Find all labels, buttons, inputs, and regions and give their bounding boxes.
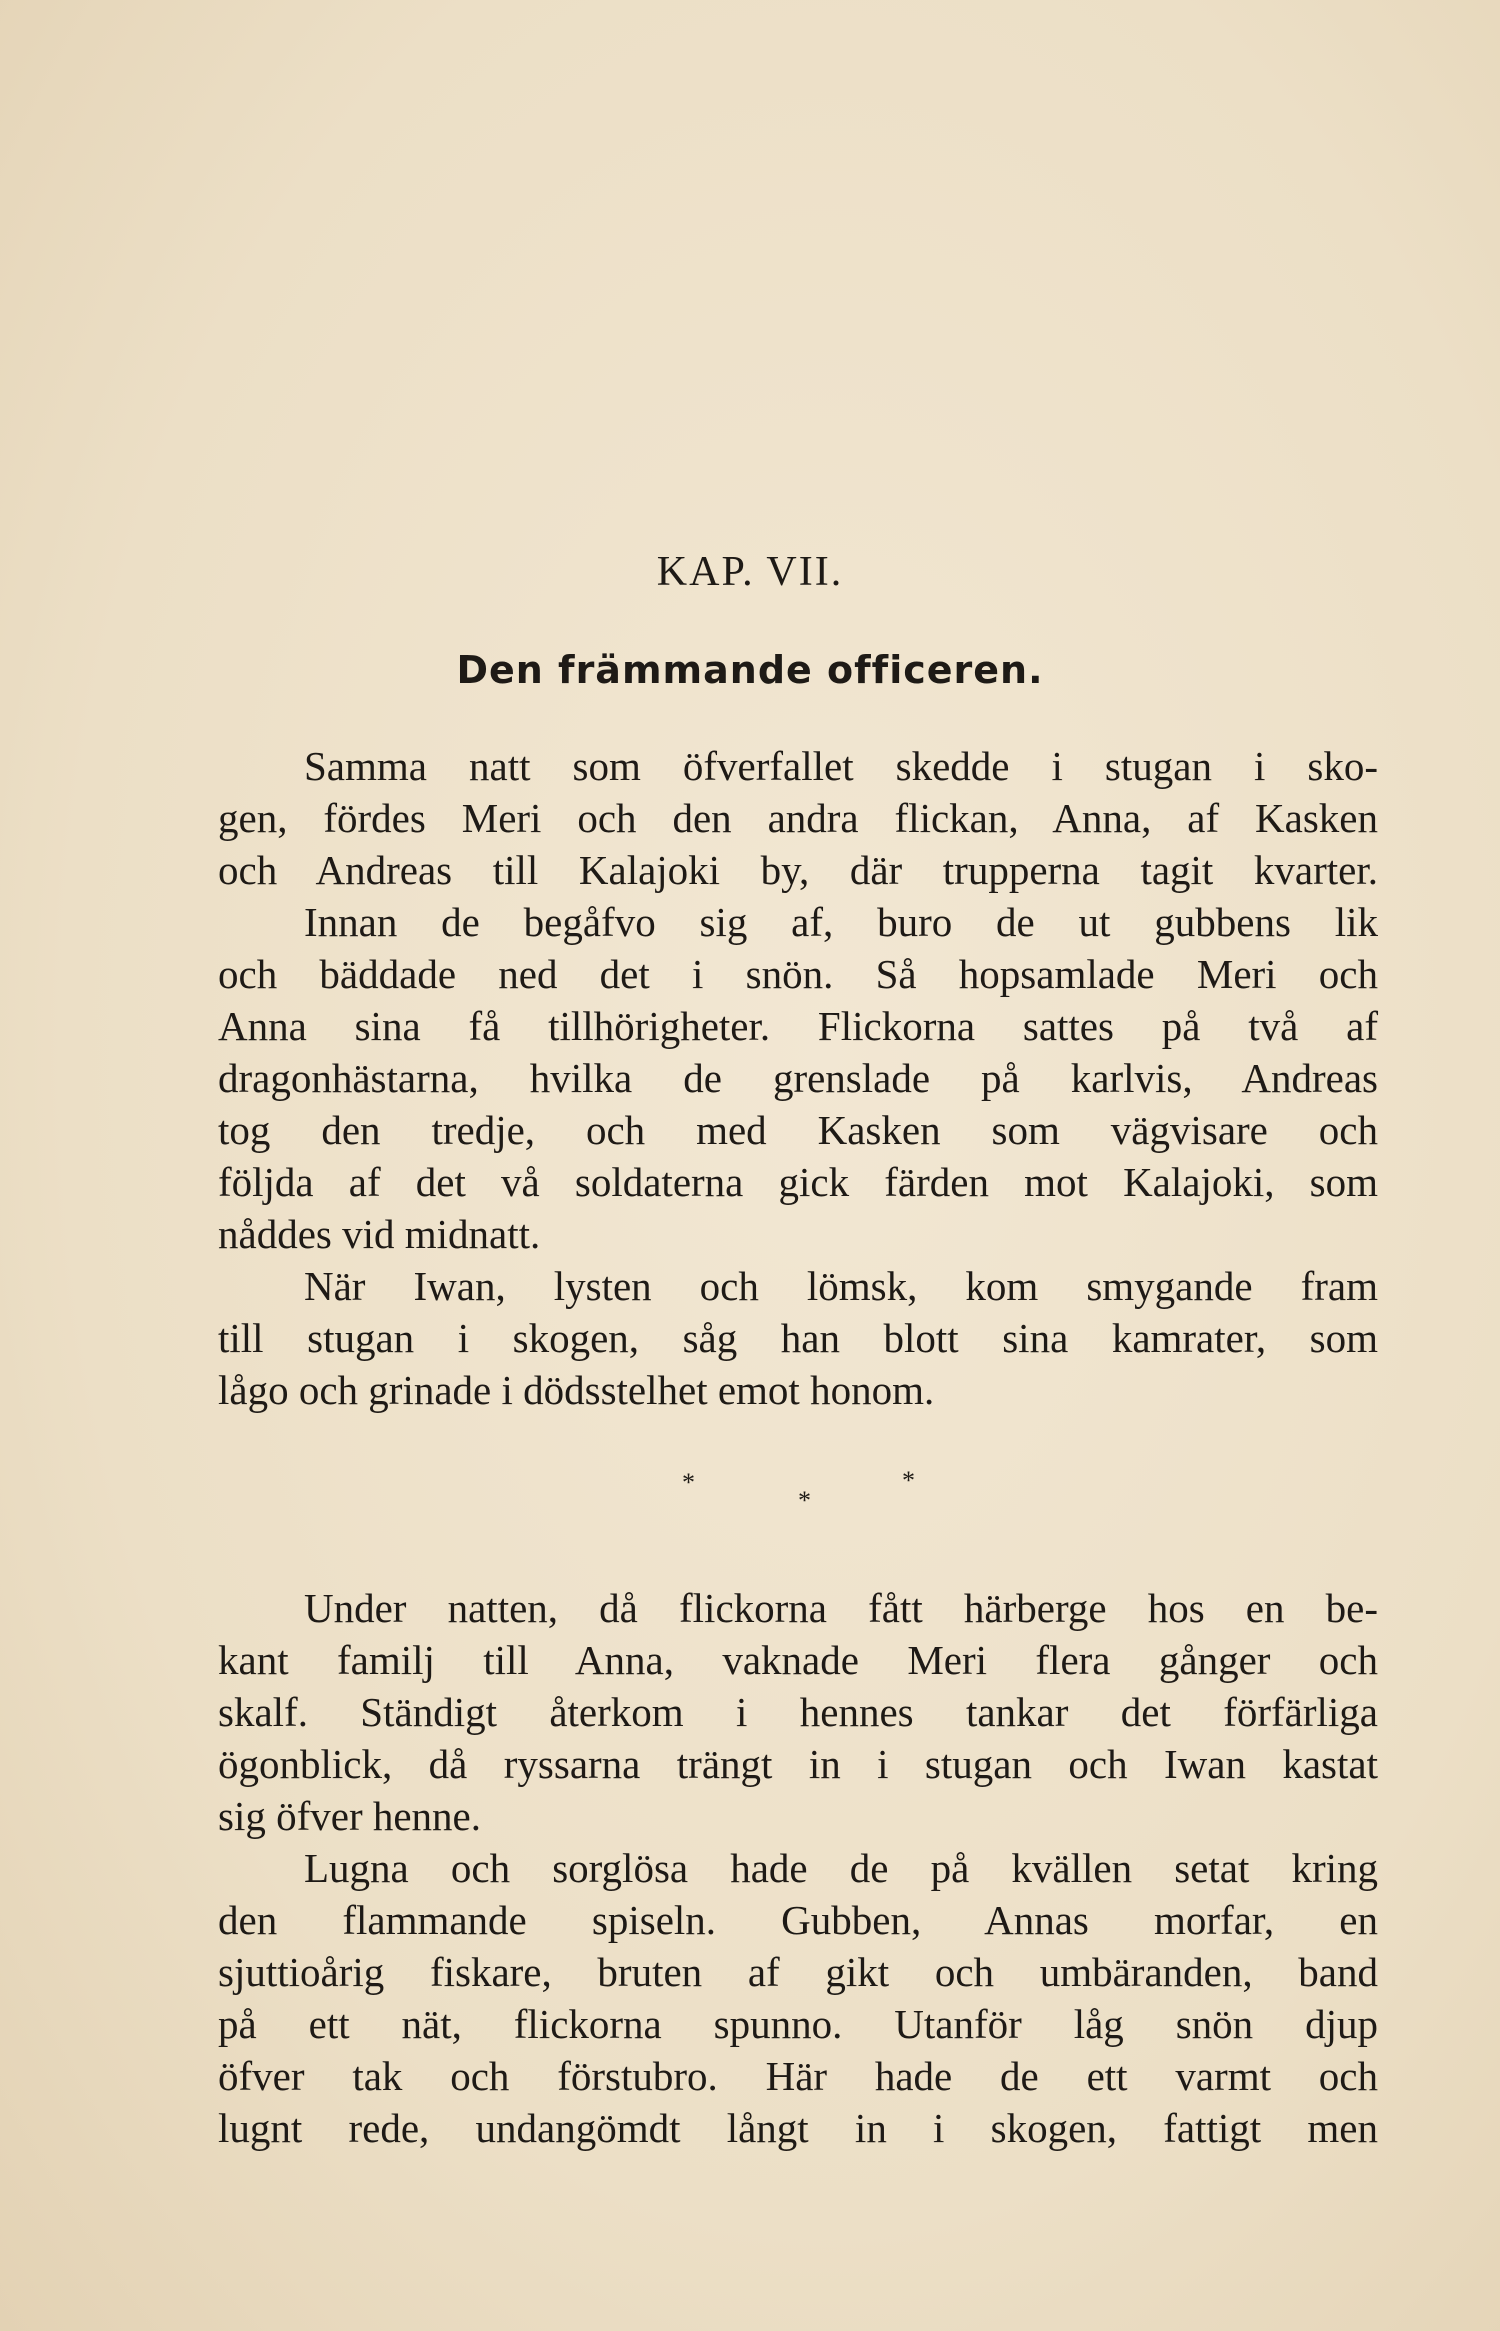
text-line: lugnt rede, undangömdt långt in i skogen, fattigt men xyxy=(218,2105,1378,2151)
text-line: tog den tredje, och med Kasken som vägvisare och xyxy=(218,1107,1378,1153)
text-line: den flammande spiseln. Gubben, Annas morfar, en xyxy=(218,1897,1378,1943)
text-line: gen, fördes Meri och den andra flickan, Anna, af Kasken xyxy=(218,795,1378,841)
text-line: nåddes vid midnatt. xyxy=(218,1211,541,1257)
text-line: och Andreas till Kalajoki by, där trupperna tagit kvarter. xyxy=(218,847,1378,893)
text-line: Samma natt som öfverfallet skedde i stugan i sko- xyxy=(304,743,1378,789)
text-line: Lugna och sorglösa hade de på kvällen setat kring xyxy=(304,1845,1378,1891)
text-line: sig öfver henne. xyxy=(218,1793,481,1839)
text-line: ögonblick, då ryssarna trängt in i stugan och Iwan kastat xyxy=(218,1741,1378,1787)
text-line: på ett nät, flickorna spunno. Utanför låg snön djup xyxy=(218,2001,1378,2047)
asterisk: * xyxy=(798,1486,811,1515)
text-line: till stugan i skogen, såg han blott sina kamrater, som xyxy=(218,1315,1378,1361)
text-line: följda af det vå soldaterna gick färden mot Kalajoki, som xyxy=(218,1159,1378,1205)
text-line: skalf. Ständigt återkom i hennes tankar det förfärliga xyxy=(218,1689,1378,1735)
asterisk: * xyxy=(682,1468,695,1497)
section-break-asterism xyxy=(0,1460,1500,1520)
chapter-subtitle: Den främmande officeren. xyxy=(456,648,1044,692)
chapter-heading: KAP. VII. xyxy=(656,549,844,595)
text-line: sjuttioårig fiskare, bruten af gikt och umbäranden, band xyxy=(218,1949,1378,1995)
text-line: öfver tak och förstubro. Här hade de ett varmt och xyxy=(218,2053,1378,2099)
text-line: kant familj till Anna, vaknade Meri flera gånger och xyxy=(218,1637,1378,1683)
text-line: När Iwan, lysten och lömsk, kom smygande fram xyxy=(304,1263,1378,1309)
text-line: och bäddade ned det i snön. Så hopsamlade Meri och xyxy=(218,951,1378,997)
text-line: Anna sina få tillhörigheter. Flickorna sattes på två af xyxy=(218,1003,1378,1049)
text-line: Under natten, då flickorna fått härberge hos en be- xyxy=(304,1585,1378,1631)
asterisk: * xyxy=(902,1466,915,1495)
text-line: dragonhästarna, hvilka de grenslade på karlvis, Andreas xyxy=(218,1055,1378,1101)
text-line: Innan de begåfvo sig af, buro de ut gubbens lik xyxy=(304,899,1378,945)
text-line: lågo och grinade i dödsstelhet emot honom. xyxy=(218,1367,935,1413)
